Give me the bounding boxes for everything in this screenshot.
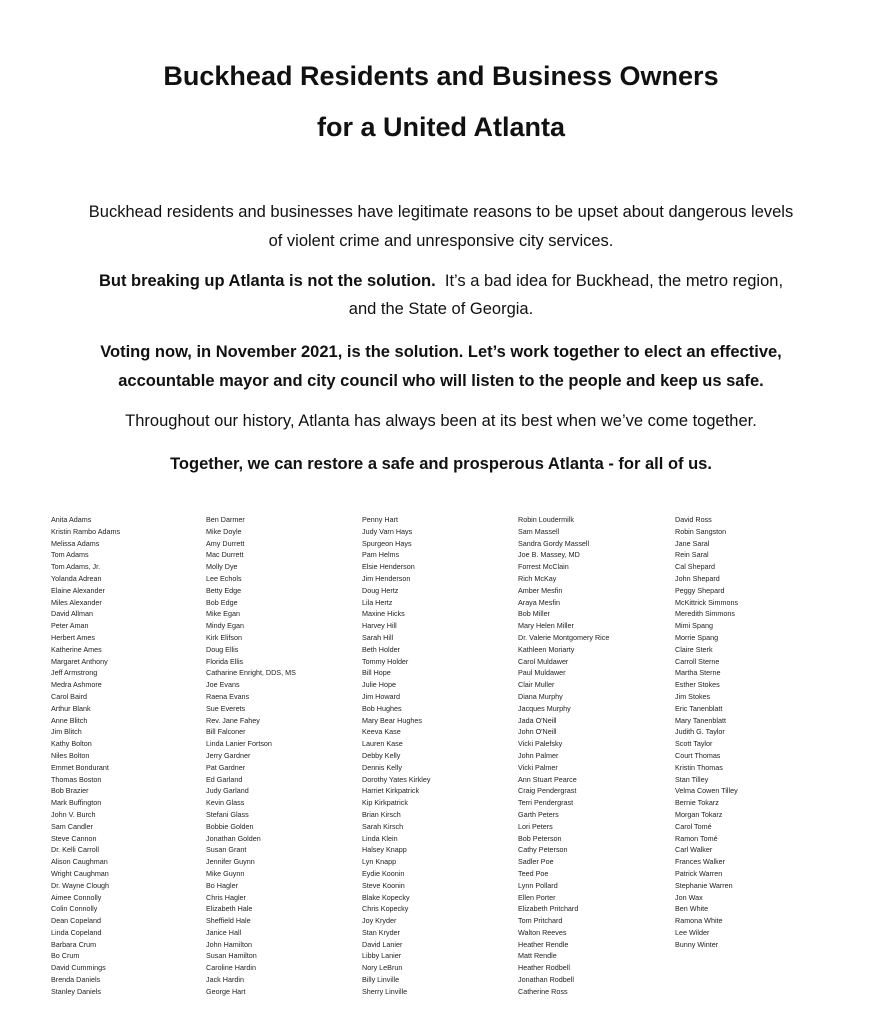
signatory-name: Yolanda Adrean bbox=[51, 573, 102, 583]
signatory-name: Elizabeth Hale bbox=[206, 904, 253, 914]
signatory-name: Bob Miller bbox=[518, 609, 550, 619]
signatory-name: Margaret Anthony bbox=[51, 656, 108, 666]
signatory-name: Jerry Gardner bbox=[206, 750, 251, 760]
signatory-name: Linda Lanier Fortson bbox=[206, 739, 272, 749]
signatory-name: Wright Caughman bbox=[51, 868, 109, 878]
signatory-name: Elsie Henderson bbox=[362, 562, 415, 572]
signatory-name: Tom Adams, Jr. bbox=[51, 562, 101, 572]
signatory-name: Bob Brazier bbox=[51, 786, 89, 796]
signatory-name: Dr. Kelli Carroll bbox=[51, 845, 99, 855]
signatory-name: Lynn Pollard bbox=[518, 880, 558, 890]
signatory-name: Ann Stuart Pearce bbox=[518, 774, 577, 784]
signatory-name: Patrick Warren bbox=[675, 868, 723, 878]
signatory-name: Bo Hagler bbox=[206, 880, 238, 890]
signatory-name: Bernie Tokarz bbox=[675, 798, 719, 808]
signatory-name: McKittrick Simmons bbox=[675, 597, 739, 607]
signatory-name: Claire Sterk bbox=[675, 644, 713, 654]
signatory-name: Matt Rendle bbox=[518, 951, 557, 961]
signatory-name: Betty Edge bbox=[206, 585, 242, 595]
signatory-name: Jane Saral bbox=[675, 538, 710, 548]
signatory-name: Stephanie Warren bbox=[675, 880, 733, 890]
signatory-name: Libby Lanier bbox=[362, 951, 402, 961]
signatory-name: Jim Howard bbox=[362, 691, 400, 701]
signatory-name: Dorothy Yates Kirkley bbox=[362, 774, 431, 784]
signatory-name: Kirk Elifson bbox=[206, 632, 242, 642]
signatory-name: Mary Bear Hughes bbox=[362, 715, 422, 725]
signatory-name: Dean Copeland bbox=[51, 916, 101, 926]
signatory-name: David Cummings bbox=[51, 963, 106, 973]
signatory-name: Jeff Armstrong bbox=[51, 668, 98, 678]
signatory-name: Stan Tilley bbox=[675, 774, 709, 784]
signatory-name: Sue Everets bbox=[206, 703, 246, 713]
signatory-name: Jack Hardin bbox=[206, 975, 244, 985]
signatory-name: Jacques Murphy bbox=[518, 703, 571, 713]
signatory-name: Julie Hope bbox=[362, 680, 396, 690]
signatory-name: Doug Hertz bbox=[362, 585, 399, 595]
signatory-name: Velma Cowen Tilley bbox=[675, 786, 738, 796]
signatory-name: John Palmer bbox=[518, 750, 559, 760]
signatory-name: Judith G. Taylor bbox=[675, 727, 725, 737]
signatory-name: Stanley Daniels bbox=[51, 986, 101, 996]
signatory-name: Kristin Rambo Adams bbox=[51, 526, 121, 536]
signatory-name: Thomas Boston bbox=[51, 774, 102, 784]
signatory-name: Kathleen Moriarty bbox=[518, 644, 575, 654]
signatory-name: Jim Blitch bbox=[51, 727, 82, 737]
signatory-list bbox=[0, 514, 882, 1014]
signatory-name: Bob Edge bbox=[206, 597, 238, 607]
signatory-name: Paul Muldawer bbox=[518, 668, 566, 678]
signatory-name: Stefani Glass bbox=[206, 809, 249, 819]
signatory-name: Jada O'Neill bbox=[518, 715, 557, 725]
document-title-line-1: Buckhead Residents and Business Owners bbox=[163, 61, 719, 91]
signatory-name: Elaine Alexander bbox=[51, 585, 105, 595]
signatory-name: Steve Koonin bbox=[362, 880, 405, 890]
signatory-name: Joe B. Massey, MD bbox=[518, 550, 580, 560]
signatory-name: Pat Gardner bbox=[206, 762, 246, 772]
signatory-name: Kathy Bolton bbox=[51, 739, 92, 749]
signatory-name: Lyn Knapp bbox=[362, 857, 397, 867]
signatory-name: Lee Wilder bbox=[675, 927, 710, 937]
signatory-name: Arthur Blank bbox=[51, 703, 91, 713]
signatory-name: Sherry Linville bbox=[362, 986, 408, 996]
signatory-name: Molly Dye bbox=[206, 562, 238, 572]
signatory-name: Mary Tanenblatt bbox=[675, 715, 727, 725]
signatory-name: Sheffield Hale bbox=[206, 916, 251, 926]
signatory-name: Elizabeth Pritchard bbox=[518, 904, 579, 914]
signatory-name: Joy Kryder bbox=[362, 916, 397, 926]
signatory-name: Lila Hertz bbox=[362, 597, 393, 607]
signatory-name: Ben White bbox=[675, 904, 709, 914]
signatory-name: John V. Burch bbox=[51, 809, 96, 819]
signatory-column-2 bbox=[206, 514, 296, 998]
signatory-column-1 bbox=[51, 514, 120, 998]
signatory-name: Bo Crum bbox=[51, 951, 80, 961]
signatory-name: Robin Sangston bbox=[675, 526, 727, 536]
signatory-name: Judy Varn Hays bbox=[362, 526, 413, 536]
signatory-name: Mike Guynn bbox=[206, 868, 245, 878]
signatory-name: Brenda Daniels bbox=[51, 975, 101, 985]
paragraph-5-closing: Together, we can restore a safe and prosperous Atlanta - for all of us. bbox=[170, 455, 712, 473]
signatory-name: Lee Echols bbox=[206, 573, 242, 583]
signatory-name: Anita Adams bbox=[51, 515, 92, 524]
document-title-line-2: for a United Atlanta bbox=[316, 112, 565, 142]
signatory-name: Caroline Hardin bbox=[206, 963, 256, 973]
signatory-name: Diana Murphy bbox=[518, 691, 563, 701]
signatory-name: Garth Peters bbox=[518, 809, 559, 819]
signatory-name: Maxine Hicks bbox=[362, 609, 405, 619]
signatory-name: Bill Falconer bbox=[206, 727, 246, 737]
signatory-name: Niles Bolton bbox=[51, 750, 90, 760]
signatory-name: Kristin Thomas bbox=[675, 762, 723, 772]
signatory-name: Nory LeBrun bbox=[362, 963, 403, 973]
signatory-name: Sam Massell bbox=[518, 526, 560, 536]
signatory-name: Eric Tanenblatt bbox=[675, 703, 723, 713]
signatory-name: Rein Saral bbox=[675, 550, 709, 560]
signatory-name: Forrest McClain bbox=[518, 562, 569, 572]
signatory-name: Chris Hagler bbox=[206, 892, 246, 902]
signatory-name: Jim Henderson bbox=[362, 573, 411, 583]
paragraph-3-line-1: Voting now, in November 2021, is the solution. Let’s work together to elect an effective, bbox=[100, 343, 782, 361]
paragraph-3-line-2: accountable mayor and city council who will listen to the people and keep us safe. bbox=[118, 372, 764, 390]
signatory-name: Heather Rendle bbox=[518, 939, 569, 949]
signatory-name: Lauren Kase bbox=[362, 739, 403, 749]
paragraph-1-line-2: of violent crime and unresponsive city services. bbox=[268, 232, 614, 250]
signatory-name: Carl Walker bbox=[675, 845, 713, 855]
signatory-name: Mike Doyle bbox=[206, 526, 242, 536]
signatory-name: Sadler Poe bbox=[518, 857, 554, 867]
signatory-name: Brian Kirsch bbox=[362, 809, 401, 819]
signatory-name: Kip Kirkpatrick bbox=[362, 798, 408, 808]
signatory-name: Amy Durrett bbox=[206, 538, 245, 548]
signatory-name: Debby Kelly bbox=[362, 750, 401, 760]
signatory-name: Bobbie Golden bbox=[206, 821, 254, 831]
signatory-name: Sarah Kirsch bbox=[362, 821, 404, 831]
signatory-name: Carol Muldawer bbox=[518, 656, 569, 666]
signatory-name: Jim Stokes bbox=[675, 691, 711, 701]
paragraph-2-line-2: and the State of Georgia. bbox=[348, 300, 534, 318]
signatory-name: Stan Kryder bbox=[362, 927, 400, 937]
paragraph-4: Throughout our history, Atlanta has always been at its best when we’ve come together. bbox=[125, 412, 757, 430]
signatory-name: Miles Alexander bbox=[51, 597, 102, 607]
signatory-name: Bob Peterson bbox=[518, 833, 562, 843]
signatory-name: Susan Grant bbox=[206, 845, 247, 855]
signatory-name: Melissa Adams bbox=[51, 538, 100, 548]
paragraph-2-line-1 bbox=[30, 273, 852, 290]
signatory-name: Clair Muller bbox=[518, 680, 555, 690]
signatory-name: Halsey Knapp bbox=[362, 845, 407, 855]
signatory-name: Carroll Sterne bbox=[675, 656, 720, 666]
signatory-name: Peggy Shepard bbox=[675, 585, 725, 595]
signatory-name: Dr. Valerie Montgomery Rice bbox=[518, 632, 610, 642]
signatory-name: Court Thomas bbox=[675, 750, 721, 760]
signatory-name: Frances Walker bbox=[675, 857, 726, 867]
signatory-name: John Hamilton bbox=[206, 939, 252, 949]
signatory-name: David Lanier bbox=[362, 939, 403, 949]
signatory-name: Harvey Hill bbox=[362, 621, 397, 631]
signatory-name: Medra Ashmore bbox=[51, 680, 102, 690]
signatory-name: Morgan Tokarz bbox=[675, 809, 723, 819]
signatory-column-5 bbox=[675, 514, 738, 950]
signatory-name: Dr. Wayne Clough bbox=[51, 880, 110, 890]
signatory-name: Blake Kopecky bbox=[362, 892, 410, 902]
signatory-name: Susan Hamilton bbox=[206, 951, 257, 961]
signatory-name: Doug Ellis bbox=[206, 644, 239, 654]
signatory-name: Chris Kopecky bbox=[362, 904, 409, 914]
signatory-name: Judy Garland bbox=[206, 786, 249, 796]
signatory-name: Spurgeon Hays bbox=[362, 538, 412, 548]
signatory-name: Tommy Holder bbox=[362, 656, 409, 666]
signatory-column-4 bbox=[518, 514, 609, 998]
signatory-name: Billy Linville bbox=[362, 975, 400, 985]
signatory-name: Penny Hart bbox=[362, 515, 398, 524]
signatory-name: Ed Garland bbox=[206, 774, 243, 784]
signatory-name: Martha Sterne bbox=[675, 668, 721, 678]
signatory-name: Heather Rodbell bbox=[518, 963, 570, 973]
signatory-name: Mindy Egan bbox=[206, 621, 244, 631]
signatory-name: Lori Peters bbox=[518, 821, 553, 831]
signatory-name: Raena Evans bbox=[206, 691, 250, 701]
signatory-name: Barbara Crum bbox=[51, 939, 97, 949]
signatory-name: Jonathan Golden bbox=[206, 833, 261, 843]
signatory-name: Jonathan Rodbell bbox=[518, 975, 574, 985]
signatory-name: Sarah Hill bbox=[362, 632, 394, 642]
signatory-name: George Hart bbox=[206, 986, 246, 996]
signatory-name: Morrie Spang bbox=[675, 632, 719, 642]
signatory-name: Ellen Porter bbox=[518, 892, 556, 902]
signatory-name: Sandra Gordy Massell bbox=[518, 538, 590, 548]
signatory-name: Florida Ellis bbox=[206, 656, 244, 666]
signatory-name: Robin Loudermilk bbox=[518, 515, 574, 524]
signatory-name: Harriet Kirkpatrick bbox=[362, 786, 420, 796]
signatory-name: Araya Mesfin bbox=[518, 597, 560, 607]
signatory-name: Cathy Peterson bbox=[518, 845, 568, 855]
signatory-name: Linda Copeland bbox=[51, 927, 102, 937]
signatory-name: Ramon Tomé bbox=[675, 833, 718, 843]
signatory-name: Colin Connolly bbox=[51, 904, 98, 914]
signatory-name: Beth Holder bbox=[362, 644, 400, 654]
signatory-name: Jon Wax bbox=[675, 892, 703, 902]
signatory-name: Emmet Bondurant bbox=[51, 762, 109, 772]
signatory-name: Mac Durrett bbox=[206, 550, 244, 560]
signatory-name: Rich McKay bbox=[518, 573, 557, 583]
signatory-name: Peter Aman bbox=[51, 621, 89, 631]
signatory-name: Craig Pendergrast bbox=[518, 786, 577, 796]
signatory-name: Anne Blitch bbox=[51, 715, 88, 725]
signatory-name: David Allman bbox=[51, 609, 93, 619]
signatory-name: Ramona White bbox=[675, 916, 723, 926]
signatory-name: Scott Taylor bbox=[675, 739, 713, 749]
signatory-name: Tom Adams bbox=[51, 550, 89, 560]
signatory-name: Catharine Enright, DDS, MS bbox=[206, 668, 296, 678]
signatory-name: Mark Buffington bbox=[51, 798, 102, 808]
signatory-name: Ben Darmer bbox=[206, 515, 245, 524]
signatory-name: Bill Hope bbox=[362, 668, 391, 678]
signatory-name: Dennis Kelly bbox=[362, 762, 402, 772]
signatory-name: Alison Caughman bbox=[51, 857, 108, 867]
signatory-name: Janice Hall bbox=[206, 927, 242, 937]
signatory-name: Sam Candler bbox=[51, 821, 93, 831]
signatory-name: Katherine Ames bbox=[51, 644, 102, 654]
signatory-name: Cal Shepard bbox=[675, 562, 715, 572]
signatory-name: Bunny Winter bbox=[675, 939, 719, 949]
signatory-name: Catherine Ross bbox=[518, 986, 568, 996]
signatory-name: Pam Helms bbox=[362, 550, 400, 560]
signatory-name: Bob Hughes bbox=[362, 703, 402, 713]
signatory-name: Herbert Ames bbox=[51, 632, 95, 642]
signatory-name: Mike Egan bbox=[206, 609, 240, 619]
signatory-name: Eydie Koonin bbox=[362, 868, 405, 878]
signatory-name: Steve Cannon bbox=[51, 833, 97, 843]
paragraph-1-line-1: Buckhead residents and businesses have legitimate reasons to be upset about dangerous levels bbox=[88, 203, 794, 221]
signatory-column-3 bbox=[362, 514, 430, 998]
signatory-name: John O'Neill bbox=[518, 727, 557, 737]
paragraph-2-bold-statement: But breaking up Atlanta is not the solution. bbox=[98, 272, 436, 290]
signatory-name: Carol Baird bbox=[51, 691, 87, 701]
paragraph-2-continuation: It’s a bad idea for Buckhead, the metro region, bbox=[444, 272, 784, 290]
signatory-name: Mary Helen Miller bbox=[518, 621, 574, 631]
signatory-name: David Ross bbox=[675, 515, 712, 524]
signatory-name: Walton Reeves bbox=[518, 927, 567, 937]
signatory-name: Mimi Spang bbox=[675, 621, 713, 631]
signatory-name: John Shepard bbox=[675, 573, 720, 583]
signatory-name: Carol Tomé bbox=[675, 821, 712, 831]
signatory-name: Aimee Connolly bbox=[51, 892, 102, 902]
signatory-name: Amber Mesfin bbox=[518, 585, 563, 595]
signatory-name: Vicki Palefsky bbox=[518, 739, 563, 749]
signatory-name: Tom Pritchard bbox=[518, 916, 563, 926]
signatory-name: Esther Stokes bbox=[675, 680, 720, 690]
signatory-name: Linda Klein bbox=[362, 833, 398, 843]
signatory-name: Keeva Kase bbox=[362, 727, 401, 737]
signatory-name: Meredith Simmons bbox=[675, 609, 735, 619]
signatory-name: Kevin Glass bbox=[206, 798, 245, 808]
signatory-name: Vicki Palmer bbox=[518, 762, 558, 772]
signatory-name: Terri Pendergrast bbox=[518, 798, 574, 808]
signatory-name: Teed Poe bbox=[518, 868, 549, 878]
signatory-name: Jennifer Guynn bbox=[206, 857, 255, 867]
signatory-name: Rev. Jane Fahey bbox=[206, 715, 260, 725]
signatory-name: Joe Evans bbox=[206, 680, 240, 690]
